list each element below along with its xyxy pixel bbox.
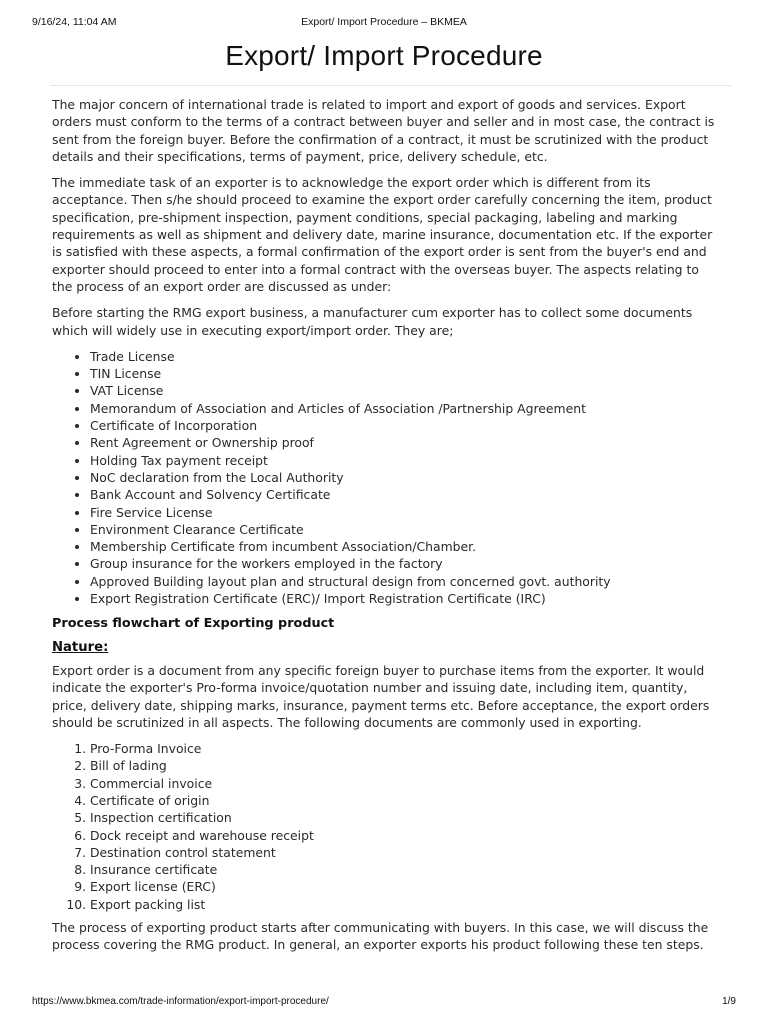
- list-item: • Membership Certificate from incumbent Association/Chamber.: [90, 538, 722, 555]
- list-item: 9. Export license (ERC): [90, 878, 722, 895]
- intro-paragraph: The major concern of international trade is related to import and export of goods and services. Export orders must conform to the terms of a contract between buyer and seller and in most case, the contract is sent from the foreign buyer. Before the confirmation of a contract, it must be scrutinized with the product details and their specifications, terms of payment, price, delivery schedule, etc.: [52, 97, 715, 164]
- list-item: • Memorandum of Association and Articles of Association /Partnership Agreement: [90, 400, 722, 417]
- list-item: • Certificate of Incorporation: [90, 417, 722, 434]
- list-item: • Holding Tax payment receipt: [90, 452, 722, 469]
- list-item: • Trade License: [90, 348, 722, 365]
- list-item: 6. Dock receipt and warehouse receipt: [90, 827, 722, 844]
- closing-paragraph: The process of exporting product starts after communicating with buyers. In this case, we will discuss the process covering the RMG product. In general, an exporter exports his product following these ten steps.: [52, 920, 709, 953]
- list-item: • Environment Clearance Certificate: [90, 521, 722, 538]
- article-body: [52, 96, 722, 963]
- list-item: • Approved Building layout plan and structural design from concerned govt. authority: [90, 573, 722, 590]
- nature-heading: Nature:: [52, 639, 109, 655]
- list-item: • Fire Service License: [90, 504, 722, 521]
- list-item: • NoC declaration from the Local Authority: [90, 469, 722, 486]
- page-title: Export/ Import Procedure: [225, 40, 543, 71]
- flowchart-heading: Process flowchart of Exporting product: [52, 616, 335, 632]
- export-documents-list: [52, 740, 722, 913]
- list-item: • Rent Agreement or Ownership proof: [90, 434, 722, 451]
- list-item: • VAT License: [90, 382, 722, 399]
- print-footer: [32, 996, 736, 1010]
- task-paragraph: The immediate task of an exporter is to acknowledge the export order which is different from its acceptance. Then s/he should proceed to examine the export order carefully concerning the item, product specification, pre-shipment inspection, payment conditions, special packaging, labeling and marking requirements as well as shipment and delivery date, marine insurance, documentation etc. If the exporter is satisfied with these aspects, a formal confirmation of the export order is sent from the buyer's end and exporter should proceed to enter into a formal contract with the overseas buyer. The aspects relating to the process of an export order are discussed as under:: [52, 175, 713, 294]
- list-item: 4. Certificate of origin: [90, 792, 722, 809]
- print-page-title: Export/ Import Procedure – BKMEA: [301, 16, 467, 28]
- print-header: [32, 16, 736, 30]
- documents-intro-paragraph: Before starting the RMG export business, a manufacturer cum exporter has to collect some documents which will widely use in executing export/import order. They are;: [52, 305, 693, 338]
- print-datetime: 9/16/24, 11:04 AM: [32, 16, 117, 28]
- list-item: • TIN License: [90, 365, 722, 382]
- required-documents-list: [52, 348, 722, 607]
- list-item: 8. Insurance certificate: [90, 861, 722, 878]
- list-item: • Group insurance for the workers employed in the factory: [90, 555, 722, 572]
- list-item: • Export Registration Certificate (ERC)/ Import Registration Certificate (IRC): [90, 590, 722, 607]
- list-item: • Bank Account and Solvency Certificate: [90, 486, 722, 503]
- page-number: 1/9: [722, 996, 736, 1007]
- title-divider: [50, 85, 732, 86]
- list-item: 2. Bill of lading: [90, 757, 722, 774]
- list-item: 1. Pro-Forma Invoice: [90, 740, 722, 757]
- list-item: 3. Commercial invoice: [90, 775, 722, 792]
- nature-paragraph: Export order is a document from any specific foreign buyer to purchase items from the exporter. It would indicate the exporter's Pro-forma invoice/quotation number and issuing date, including item, quantity, price, delivery date, shipping marks, insurance, payment terms etc. Before acceptance, the export orders should be scrutinized in all aspects. The following documents are commonly used in exporting.: [52, 662, 710, 730]
- list-item: 5. Inspection certification: [90, 809, 722, 826]
- page-url: https://www.bkmea.com/trade-information/export-import-procedure/: [32, 996, 329, 1007]
- list-item: 7. Destination control statement: [90, 844, 722, 861]
- list-item: 10. Export packing list: [90, 896, 722, 913]
